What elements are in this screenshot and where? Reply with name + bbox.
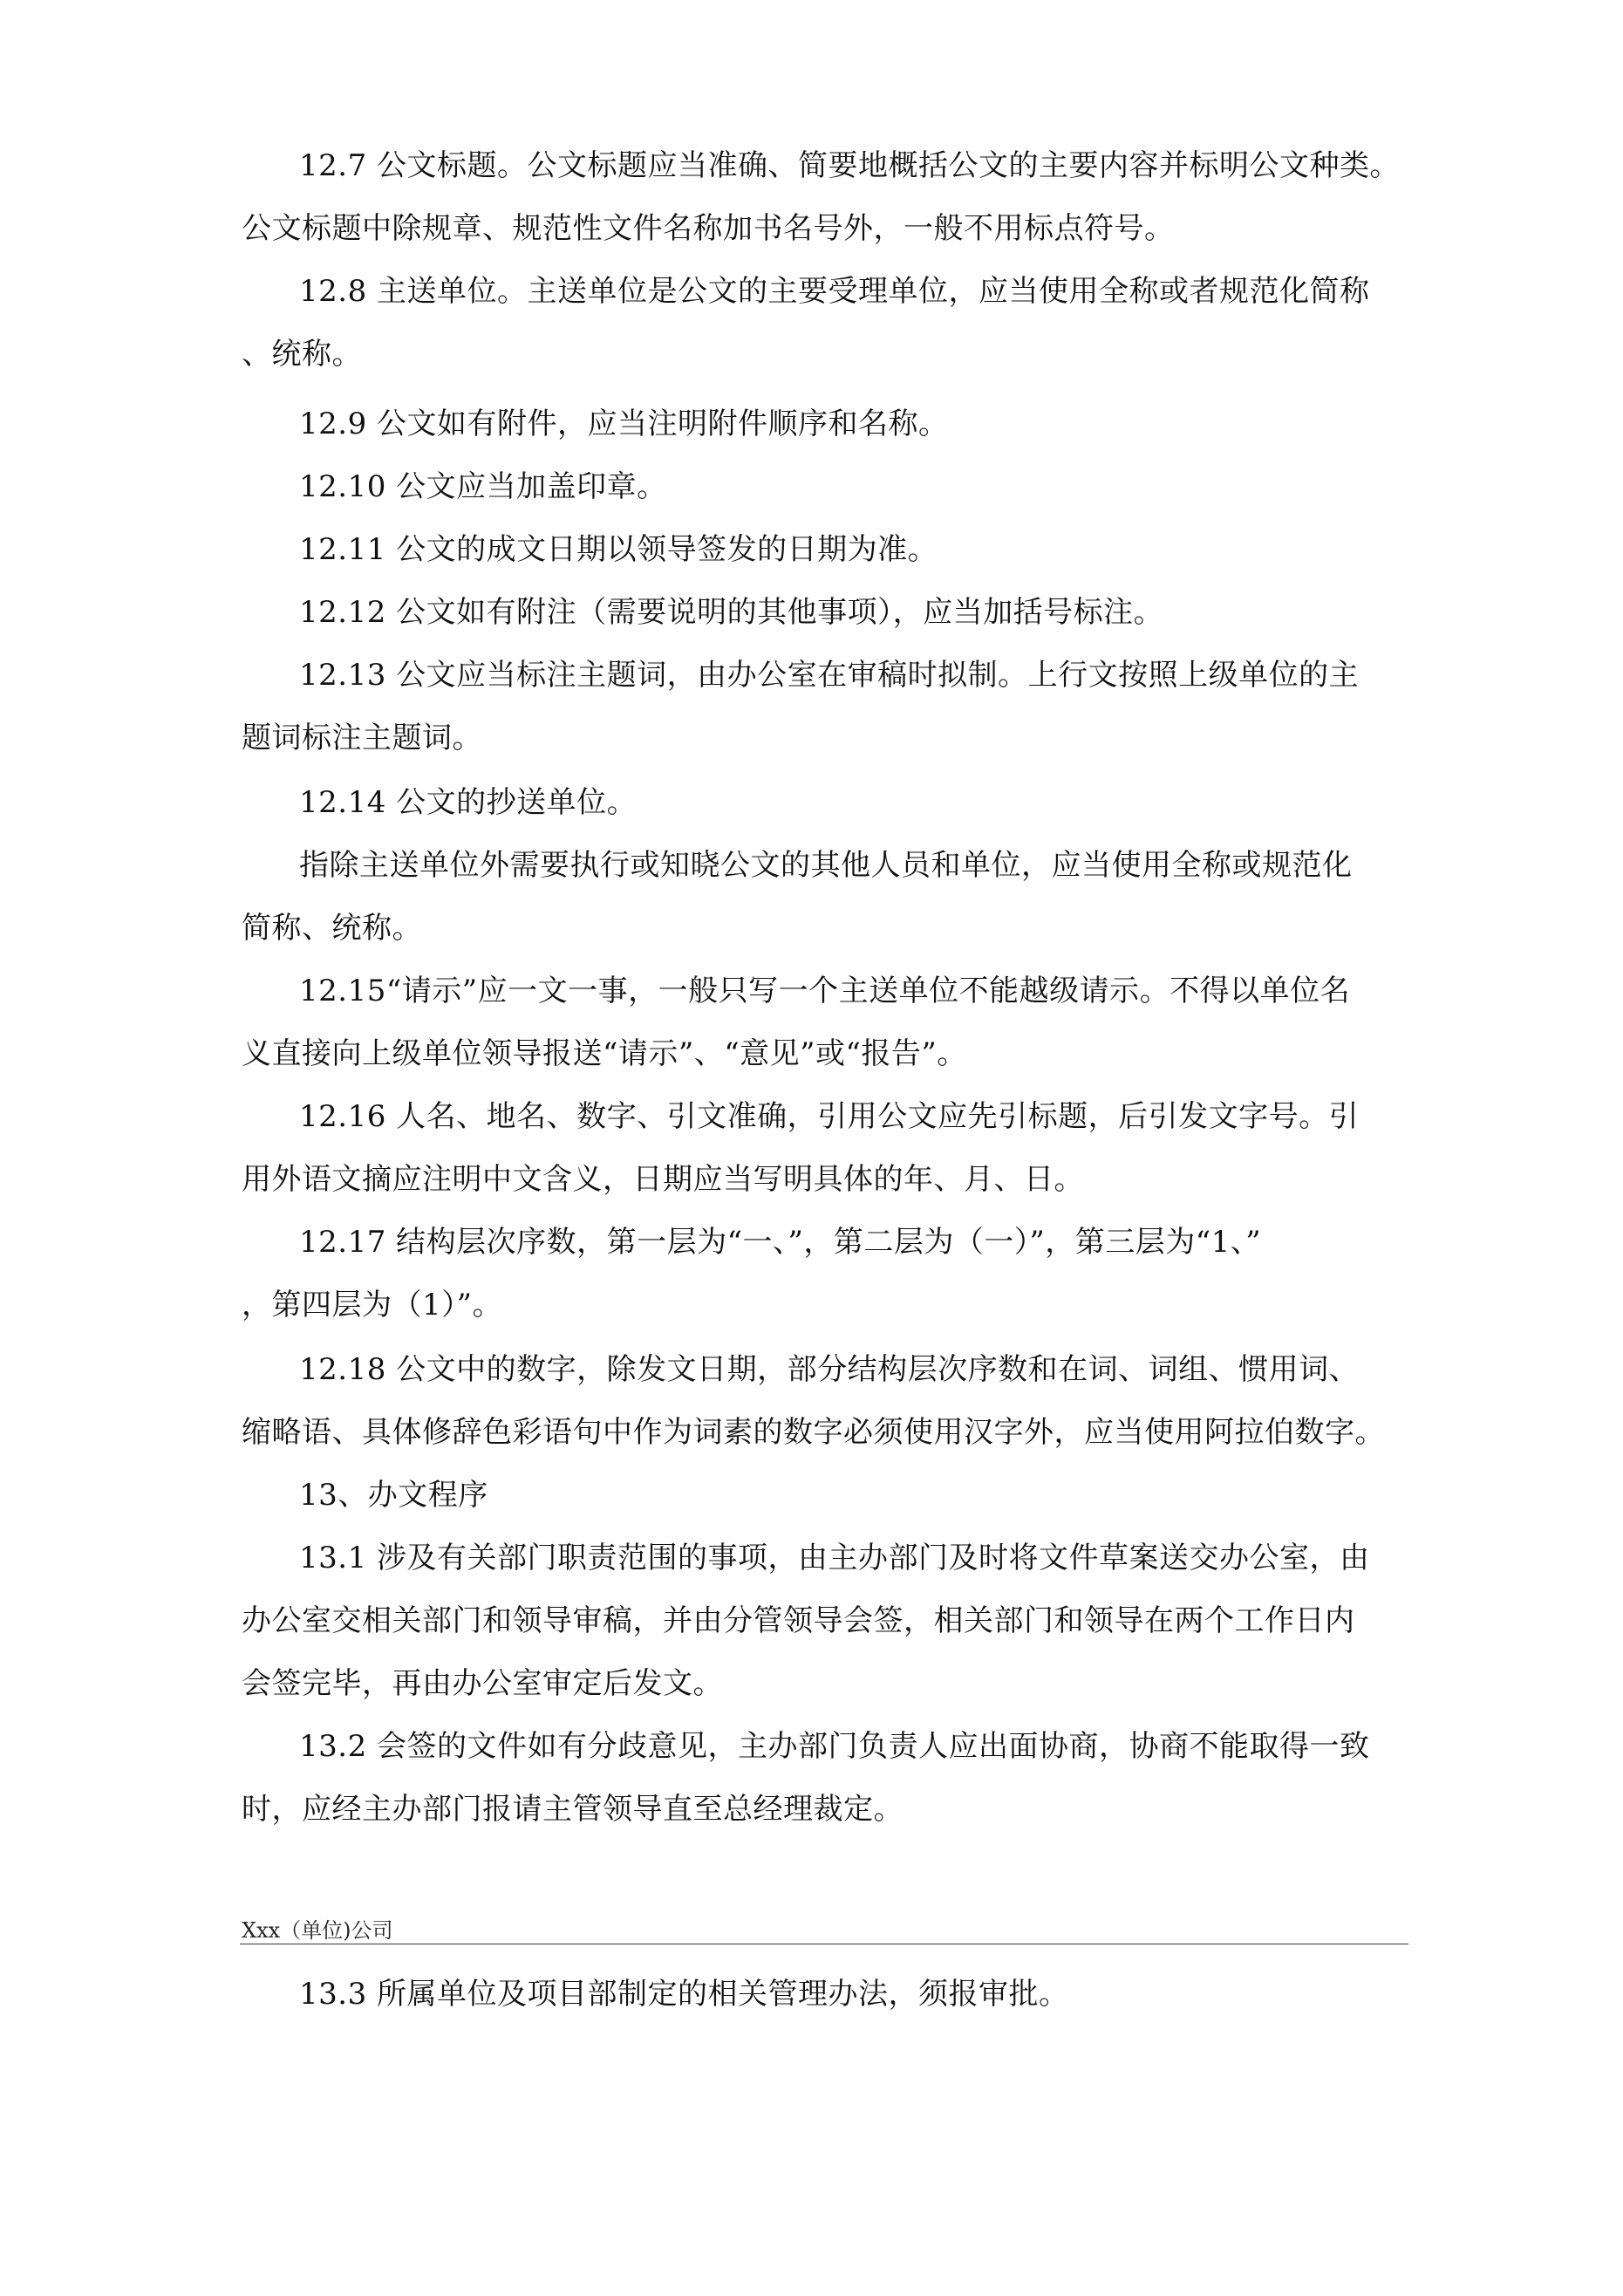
- paragraph-line: 用外语文摘应注明中文含义，日期应当写明具体的年、月、日。: [242, 1162, 1084, 1197]
- paragraph-line: 12.11 公文的成文日期以领导签发的日期为准。: [299, 532, 938, 567]
- paragraph-line: 13.2 会签的文件如有分歧意见，主办部门负责人应出面协商，协商不能取得一致: [299, 1729, 1370, 1764]
- paragraph-line: 12.17 结构层次序数，第一层为“一、”，第二层为（一）”，第三层为“1、”: [299, 1225, 1262, 1260]
- paragraph-line: 12.13 公文应当标注主题词，由办公室在审稿时拟制。上行文按照上级单位的主: [299, 658, 1360, 693]
- paragraph-line: 时，应经主办部门报请主管领导直至总经理裁定。: [242, 1792, 904, 1827]
- paragraph-line: 办公室交相关部门和领导审稿，并由分管领导会签，相关部门和领导在两个工作日内: [242, 1603, 1355, 1638]
- paragraph-line: 12.8 主送单位。主送单位是公文的主要受理单位，应当使用全称或者规范化简称: [299, 274, 1370, 309]
- paragraph-line: 12.7 公文标题。公文标题应当准确、简要地概括公文的主要内容并标明公文种类。: [299, 148, 1401, 183]
- paragraph-line: ，第四层为（1）”。: [242, 1288, 503, 1322]
- paragraph-line: 12.14 公文的抄送单位。: [299, 785, 638, 820]
- page-footer-company: Xxx（单位)公司: [242, 1918, 393, 1943]
- paragraph-line: 指除主送单位外需要执行或知晓公文的其他人员和单位，应当使用全称或规范化: [299, 848, 1353, 883]
- paragraph-line: 简称、统称。: [242, 911, 422, 946]
- paragraph-line: 12.16 人名、地名、数字、引文准确，引用公文应先引标题，后引发文字号。引: [299, 1099, 1360, 1134]
- paragraph-line: 12.9 公文如有附件，应当注明附件顺序和名称。: [299, 407, 949, 441]
- paragraph-line: 13.1 涉及有关部门职责范围的事项，由主办部门及时将文件草案送交办公室，由: [299, 1541, 1370, 1575]
- paragraph-line: 12.15“请示”应一文一事，一般只写一个主送单位不能越级请示。不得以单位名: [299, 974, 1351, 1008]
- paragraph-line: 、统称。: [242, 337, 362, 372]
- paragraph-line: 缩略语、具体修辞色彩语句中作为词素的数字必须使用汉字外，应当使用阿拉伯数字。: [242, 1415, 1385, 1450]
- paragraph-line: 会签完毕，再由办公室审定后发文。: [242, 1666, 723, 1701]
- paragraph-line: 13.3 所属单位及项目部制定的相关管理办法，须报审批。: [299, 1977, 1069, 2012]
- paragraph-line: 12.12 公文如有附注（需要说明的其他事项），应当加括号标注。: [299, 595, 1164, 630]
- paragraph-line: 12.18 公文中的数字，除发文日期，部分结构层次序数和在词、词组、惯用词、: [299, 1352, 1360, 1387]
- section-heading: 13、办文程序: [299, 1478, 488, 1513]
- paragraph-line: 义直接向上级单位领导报送“请示”、“意见”或“报告”。: [242, 1036, 967, 1071]
- paragraph-line: 12.10 公文应当加盖印章。: [299, 469, 667, 504]
- paragraph-line: 公文标题中除规章、规范性文件名称加书名号外，一般不用标点符号。: [242, 211, 1175, 246]
- paragraph-line: 题词标注主题词。: [242, 721, 482, 755]
